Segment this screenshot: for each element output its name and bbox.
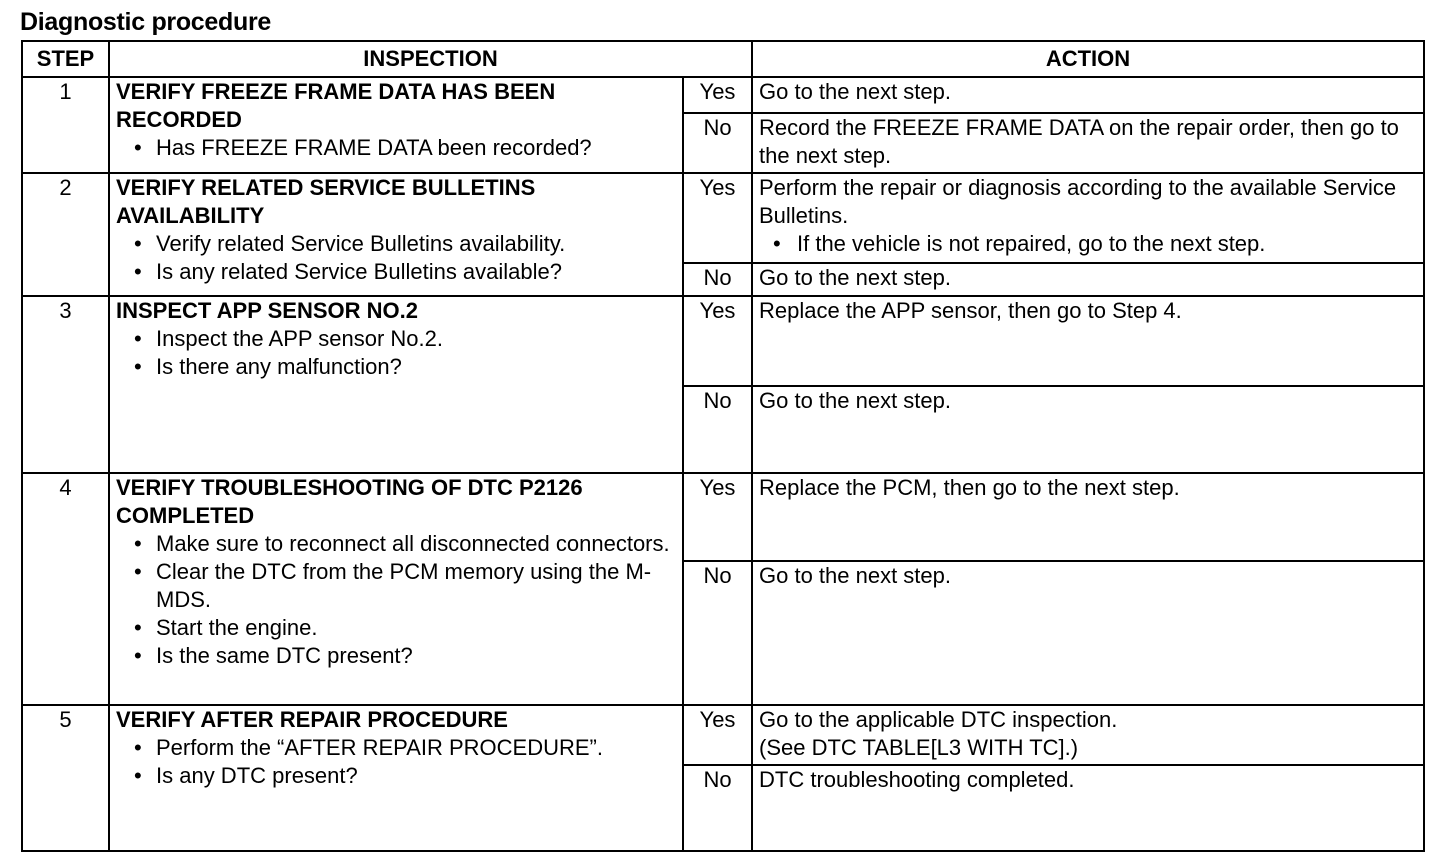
no-label: No [683, 561, 752, 705]
page-title: Diagnostic procedure [20, 8, 271, 36]
no-label: No [683, 765, 752, 851]
no-label: No [683, 113, 752, 173]
list-item: • Is there any malfunction? [130, 353, 676, 381]
no-label: No [683, 386, 752, 473]
action-reference: (See DTC TABLE[L3 WITH TC].) [759, 735, 1079, 760]
yes-label: Yes [683, 77, 752, 113]
inspection-bullets [116, 734, 676, 790]
inspection-bullets [116, 325, 676, 381]
yes-action [752, 173, 1424, 263]
list-item: • Verify related Service Bulletins availability. [130, 230, 676, 258]
inspection-bullets [116, 134, 676, 162]
header-row [22, 41, 1424, 77]
step-number: 3 [22, 296, 109, 473]
header-action: ACTION [752, 41, 1424, 77]
step-number: 5 [22, 705, 109, 851]
inspection-cell [109, 296, 683, 473]
no-action: Record the FREEZE FRAME DATA on the repair order, then go to the next step. [752, 113, 1424, 173]
step-number: 1 [22, 77, 109, 173]
action-text: Perform the repair or diagnosis according to the available Service Bulletins. [759, 175, 1397, 228]
inspection-bullets [116, 230, 676, 286]
table-row [22, 705, 1424, 765]
no-action: DTC troubleshooting completed. [752, 765, 1424, 851]
header-inspection: INSPECTION [109, 41, 752, 77]
yes-action [752, 705, 1424, 765]
inspection-bullets [116, 530, 676, 670]
yes-label: Yes [683, 173, 752, 263]
header-step: STEP [22, 41, 109, 77]
no-action: Go to the next step. [752, 386, 1424, 473]
yes-label: Yes [683, 473, 752, 561]
inspection-title: VERIFY AFTER REPAIR PROCEDURE [116, 707, 508, 732]
inspection-title: VERIFY TROUBLESHOOTING OF DTC P2126 COMPLETED [116, 475, 583, 528]
list-item: • Is the same DTC present? [130, 642, 676, 670]
step-number: 4 [22, 473, 109, 705]
list-item: • Has FREEZE FRAME DATA been recorded? [130, 134, 676, 162]
inspection-cell [109, 77, 683, 173]
list-item: • Clear the DTC from the PCM memory using the M-MDS. [130, 558, 676, 614]
list-item: • Inspect the APP sensor No.2. [130, 325, 676, 353]
table-row [22, 77, 1424, 113]
table-row [22, 473, 1424, 561]
list-item: • Is any related Service Bulletins available? [130, 258, 676, 286]
table-row [22, 296, 1424, 386]
action-bullets [759, 230, 1417, 258]
yes-action: Go to the next step. [752, 77, 1424, 113]
step-number: 2 [22, 173, 109, 296]
diagnostic-procedure-table [21, 40, 1425, 852]
no-action: Go to the next step. [752, 561, 1424, 705]
yes-action: Replace the APP sensor, then go to Step 4. [752, 296, 1424, 386]
inspection-title: VERIFY FREEZE FRAME DATA HAS BEEN RECORDED [116, 79, 556, 132]
yes-action: Replace the PCM, then go to the next step. [752, 473, 1424, 561]
list-item: • Is any DTC present? [130, 762, 676, 790]
list-item: • Perform the “AFTER REPAIR PROCEDURE”. [130, 734, 676, 762]
inspection-title: INSPECT APP SENSOR NO.2 [116, 298, 418, 323]
inspection-cell [109, 473, 683, 705]
table-row [22, 173, 1424, 263]
inspection-cell [109, 705, 683, 851]
list-item: • Make sure to reconnect all disconnected connectors. [130, 530, 676, 558]
inspection-title: VERIFY RELATED SERVICE BULLETINS AVAILABILITY [116, 175, 536, 228]
inspection-cell [109, 173, 683, 296]
no-action: Go to the next step. [752, 263, 1424, 296]
list-item: • If the vehicle is not repaired, go to the next step. [767, 230, 1417, 258]
no-label: No [683, 263, 752, 296]
yes-label: Yes [683, 705, 752, 765]
yes-label: Yes [683, 296, 752, 386]
list-item: • Start the engine. [130, 614, 676, 642]
action-text: Go to the applicable DTC inspection. [759, 707, 1118, 732]
